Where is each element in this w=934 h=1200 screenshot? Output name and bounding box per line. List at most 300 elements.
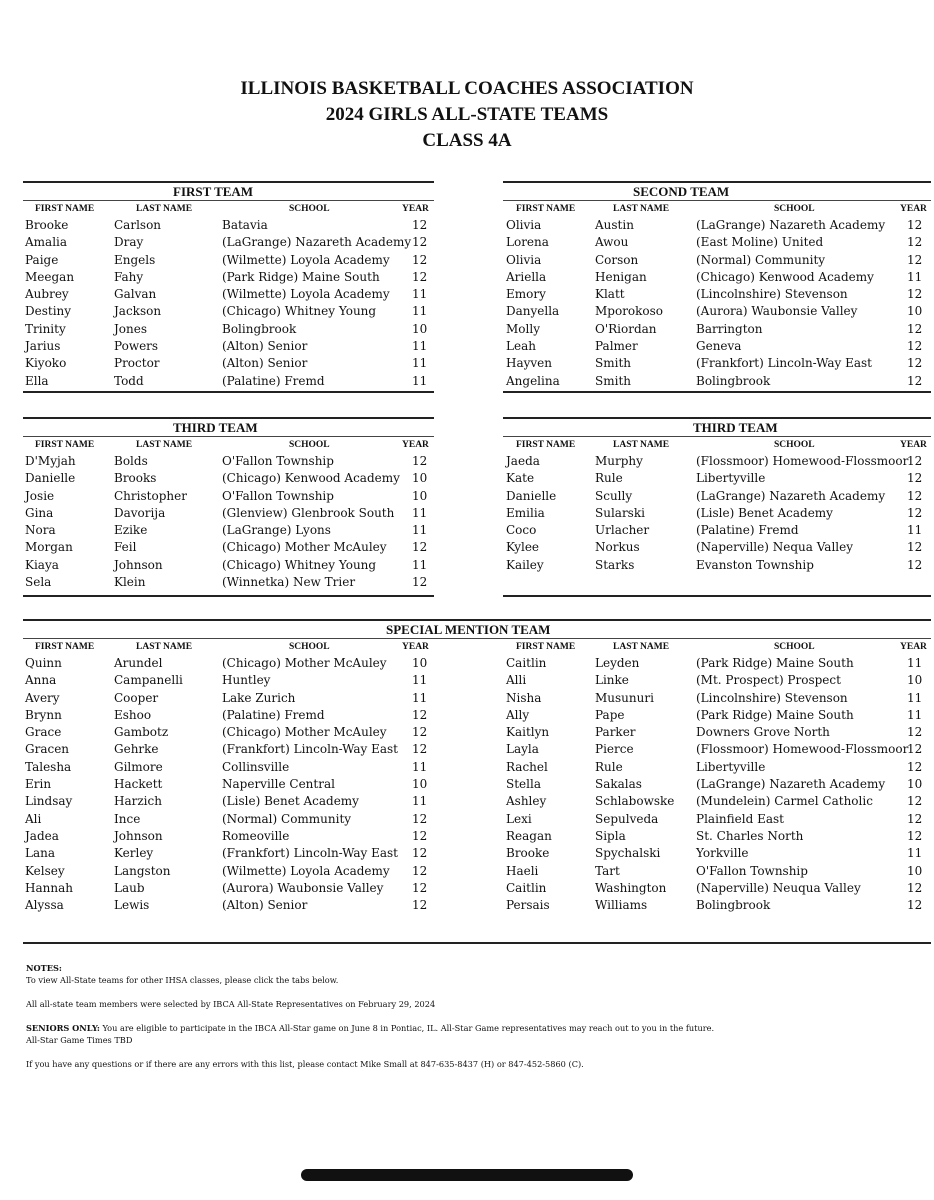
- last-name-cell: Jones: [114, 321, 148, 336]
- last-name-cell: Parker: [595, 725, 636, 740]
- school-cell: (Chicago) Whitney Young: [222, 304, 377, 319]
- table-row: [503, 321, 931, 338]
- first-name-cell: Coco: [506, 523, 537, 538]
- last-name-cell: Arundel: [114, 656, 163, 670]
- seniors-label: SENIORS ONLY:: [26, 1023, 100, 1033]
- table-row: [23, 574, 434, 591]
- school-cell: (Frankfort) Lincoln-Way East: [222, 846, 398, 861]
- school-cell: (Chicago) Whitney Young: [222, 557, 377, 572]
- table-row: [503, 880, 931, 897]
- first-name-cell: Kiaya: [25, 557, 59, 572]
- last-name-cell: Fahy: [114, 269, 144, 284]
- school-cell: (Aurora) Waubonsie Valley: [222, 880, 384, 895]
- year-cell: 11: [907, 707, 923, 722]
- year-header: YEAR: [900, 642, 927, 652]
- year-cell: 11: [412, 287, 428, 302]
- school-cell: (Park Ridge) Maine South: [696, 707, 854, 722]
- school-cell: (Palatine) Fremd: [222, 707, 325, 722]
- first-name-cell: Layla: [506, 742, 539, 757]
- school-cell: (Aurora) Waubonsie Valley: [696, 304, 858, 319]
- year-cell: 12: [907, 811, 923, 826]
- school-cell: (East Moline) United: [696, 235, 824, 250]
- year-cell: 11: [412, 557, 428, 572]
- last-name-cell: Sepulveda: [595, 811, 659, 826]
- first-name-cell: Ally: [506, 707, 530, 722]
- table-row: [503, 217, 931, 234]
- table-rows: [23, 453, 434, 591]
- table-row: [23, 522, 434, 539]
- school-cell: Evanston Township: [696, 557, 814, 572]
- table-row: [23, 453, 434, 470]
- year-cell: 12: [412, 828, 428, 843]
- first-name-cell: Kylee: [506, 540, 540, 555]
- school-cell: O'Fallon Township: [222, 488, 334, 503]
- year-cell: 11: [907, 846, 923, 861]
- first-name-cell: Meegan: [25, 269, 75, 284]
- table-rule: [503, 436, 931, 437]
- year-cell: 12: [907, 373, 923, 388]
- first-name-cell: Ali: [25, 811, 42, 826]
- first-name-cell: Kaitlyn: [506, 725, 550, 740]
- school-cell: (Wilmette) Loyola Academy: [222, 863, 390, 878]
- year-cell: 12: [412, 880, 428, 895]
- table-row: [23, 707, 434, 724]
- last-name-cell: Davorija: [114, 505, 166, 520]
- school-cell: (Flossmoor) Homewood-Flossmoor: [696, 742, 909, 757]
- first-name-cell: Lindsay: [25, 794, 73, 809]
- year-cell: 11: [412, 373, 428, 388]
- second-team-table: [503, 181, 931, 393]
- year-cell: 12: [412, 742, 428, 757]
- last-name-cell: Murphy: [595, 454, 643, 468]
- first-name-cell: Lorena: [506, 235, 549, 250]
- last-name-cell: Lewis: [114, 898, 150, 913]
- last-name-cell: Hackett: [114, 777, 163, 792]
- year-cell: 12: [412, 846, 428, 861]
- first-name-cell: Olivia: [506, 218, 542, 232]
- school-header: SCHOOL: [774, 204, 815, 214]
- last-name-cell: Dray: [114, 235, 144, 250]
- year-cell: 12: [907, 557, 923, 572]
- first-team-table: [23, 181, 434, 393]
- school-cell: (Palatine) Fremd: [696, 523, 799, 538]
- last-name-header: LAST NAME: [613, 440, 670, 450]
- first-name-cell: Nora: [25, 523, 56, 538]
- special-mention-table: [23, 619, 931, 944]
- first-name-cell: Amalia: [25, 235, 68, 250]
- year-cell: 12: [907, 252, 923, 267]
- table-row: [23, 845, 434, 862]
- table-row: [503, 557, 931, 574]
- table-row: [503, 897, 931, 914]
- year-cell: 12: [907, 471, 923, 486]
- table-row: [23, 488, 434, 505]
- last-name-cell: Rule: [595, 471, 623, 486]
- year-header: YEAR: [900, 440, 927, 450]
- last-name-cell: O'Riordan: [595, 321, 657, 336]
- school-cell: (Alton) Senior: [222, 356, 308, 371]
- first-name-cell: Lana: [25, 846, 56, 861]
- school-cell: Collinsville: [222, 759, 290, 774]
- last-name-cell: Bolds: [114, 454, 148, 468]
- school-cell: Naperville Central: [222, 777, 335, 792]
- table-row: [23, 505, 434, 522]
- last-name-cell: Austin: [595, 218, 634, 232]
- table-row: [503, 505, 931, 522]
- first-name-header: FIRST NAME: [35, 440, 95, 450]
- first-name-cell: Caitlin: [506, 656, 547, 670]
- school-cell: (LaGrange) Lyons: [222, 523, 331, 538]
- school-cell: (LaGrange) Nazareth Academy: [696, 218, 886, 232]
- notes-line-contact: If you have any questions or if there are any errors with this list, please contact Mike Small at 847-635-8437 (H) or 847-452-5860 (C).: [26, 1059, 584, 1069]
- home-indicator-bar[interactable]: [301, 1169, 633, 1181]
- first-name-cell: Haeli: [506, 863, 539, 878]
- year-cell: 12: [412, 218, 428, 232]
- table-row: [503, 793, 931, 810]
- last-name-cell: Harzich: [114, 794, 162, 809]
- first-name-cell: Persais: [506, 898, 550, 913]
- table-row: [503, 845, 931, 862]
- first-name-cell: Erin: [25, 777, 52, 792]
- year-cell: 10: [907, 673, 923, 688]
- first-name-cell: Emory: [506, 287, 546, 302]
- school-cell: (Normal) Community: [696, 252, 826, 267]
- last-name-cell: Cooper: [114, 690, 159, 705]
- last-name-cell: Klein: [114, 575, 146, 590]
- table-row: [23, 321, 434, 338]
- first-name-cell: Brooke: [25, 218, 69, 232]
- last-name-cell: Smith: [595, 356, 631, 371]
- year-cell: 12: [907, 321, 923, 336]
- team-heading: SECOND TEAM: [633, 184, 730, 199]
- first-name-cell: Molly: [506, 321, 540, 336]
- last-name-cell: Todd: [114, 373, 144, 388]
- school-cell: (Chicago) Kenwood Academy: [222, 471, 400, 486]
- first-name-cell: Jarius: [25, 339, 61, 354]
- year-cell: 12: [412, 269, 428, 284]
- school-cell: (Frankfort) Lincoln-Way East: [222, 742, 398, 757]
- year-cell: 12: [907, 339, 923, 354]
- table-row: [503, 672, 931, 689]
- year-cell: 11: [412, 505, 428, 520]
- last-name-header: LAST NAME: [136, 440, 193, 450]
- first-name-cell: Kelsey: [25, 863, 65, 878]
- year-cell: 12: [907, 540, 923, 555]
- table-row: [23, 355, 434, 372]
- last-name-cell: Palmer: [595, 339, 638, 354]
- third-team-left-table: [23, 417, 434, 597]
- table-row: [23, 269, 434, 286]
- table-row: [23, 655, 434, 672]
- school-cell: (Alton) Senior: [222, 339, 308, 354]
- table-rule: [23, 391, 434, 393]
- first-name-cell: Kiyoko: [25, 356, 67, 371]
- school-cell: (Mt. Prospect) Prospect: [696, 673, 841, 688]
- school-cell: (Glenview) Glenbrook South: [222, 505, 395, 520]
- last-name-cell: Smith: [595, 373, 631, 388]
- year-cell: 10: [412, 777, 428, 792]
- seniors-text: You are eligible to participate in the IBCA All-Star game on June 8 in Pontiac, IL. All-Star Game representatives may reach out to you in the future.: [99, 1023, 715, 1033]
- school-cell: Bolingbrook: [222, 321, 297, 336]
- first-name-cell: Gracen: [25, 742, 70, 757]
- year-cell: 11: [412, 356, 428, 371]
- year-cell: 12: [907, 356, 923, 371]
- school-header: SCHOOL: [774, 642, 815, 652]
- year-cell: 12: [907, 218, 923, 232]
- table-row: [23, 759, 434, 776]
- last-name-cell: Corson: [595, 252, 639, 267]
- table-rows: [23, 655, 434, 914]
- table-row: [503, 522, 931, 539]
- table-row: [23, 303, 434, 320]
- last-name-cell: Pape: [595, 707, 625, 722]
- first-name-cell: Emilia: [506, 505, 545, 520]
- last-name-cell: Langston: [114, 863, 171, 878]
- team-heading: THIRD TEAM: [173, 420, 258, 435]
- table-row: [503, 286, 931, 303]
- year-header: YEAR: [402, 204, 429, 214]
- last-name-cell: Jackson: [114, 304, 162, 319]
- table-row: [23, 338, 434, 355]
- last-name-cell: Proctor: [114, 356, 160, 371]
- school-cell: (Park Ridge) Maine South: [696, 656, 854, 670]
- first-name-cell: Olivia: [506, 252, 542, 267]
- last-name-cell: Tart: [595, 863, 620, 878]
- school-cell: (LaGrange) Nazareth Academy: [696, 777, 886, 792]
- last-name-cell: Eshoo: [114, 707, 152, 722]
- last-name-cell: Starks: [595, 557, 635, 572]
- table-row: [503, 828, 931, 845]
- table-row: [503, 269, 931, 286]
- last-name-cell: Gambotz: [114, 725, 169, 740]
- table-row: [503, 707, 931, 724]
- school-cell: O'Fallon Township: [222, 454, 334, 468]
- last-name-cell: Washington: [595, 880, 667, 895]
- year-cell: 11: [412, 690, 428, 705]
- page-title: [0, 76, 934, 154]
- school-cell: (Chicago) Mother McAuley: [222, 540, 387, 555]
- year-cell: 10: [412, 656, 428, 670]
- first-name-cell: Lexi: [506, 811, 532, 826]
- first-name-cell: Caitlin: [506, 880, 547, 895]
- first-name-cell: Sela: [25, 575, 52, 590]
- first-name-cell: Ella: [25, 373, 49, 388]
- year-cell: 12: [412, 454, 428, 468]
- last-name-cell: Sularski: [595, 505, 645, 520]
- association-title: ILLINOIS BASKETBALL COACHES ASSOCIATION: [240, 78, 694, 99]
- last-name-cell: Spychalski: [595, 846, 661, 861]
- last-name-cell: Henigan: [595, 269, 647, 284]
- school-cell: Barrington: [696, 321, 763, 336]
- first-name-cell: Danyella: [506, 304, 560, 319]
- notes-heading: NOTES:: [26, 963, 62, 973]
- last-name-cell: Campanelli: [114, 673, 183, 688]
- table-row: [23, 741, 434, 758]
- last-name-cell: Klatt: [595, 287, 625, 302]
- year-cell: 10: [907, 863, 923, 878]
- table-rule: [503, 391, 931, 393]
- special-mention-right: [503, 619, 931, 944]
- table-row: [503, 811, 931, 828]
- year-cell: 12: [907, 505, 923, 520]
- table-row: [503, 373, 931, 390]
- first-name-header: FIRST NAME: [516, 440, 576, 450]
- school-cell: Plainfield East: [696, 811, 784, 826]
- table-row: [503, 863, 931, 880]
- year-cell: 12: [907, 759, 923, 774]
- first-name-cell: Kate: [506, 471, 535, 486]
- last-name-cell: Linke: [595, 673, 629, 688]
- school-cell: (Frankfort) Lincoln-Way East: [696, 356, 872, 371]
- school-cell: (Flossmoor) Homewood-Flossmoor: [696, 454, 909, 468]
- table-row: [503, 470, 931, 487]
- table-rule: [503, 200, 931, 201]
- school-header: SCHOOL: [774, 440, 815, 450]
- team-heading: FIRST TEAM: [173, 184, 254, 199]
- last-name-header: LAST NAME: [613, 642, 670, 652]
- year-cell: 11: [412, 523, 428, 538]
- year-cell: 11: [907, 690, 923, 705]
- year-header: YEAR: [402, 440, 429, 450]
- last-name-header: LAST NAME: [136, 642, 193, 652]
- table-row: [23, 373, 434, 390]
- first-name-cell: Stella: [506, 777, 541, 792]
- year-cell: 11: [412, 673, 428, 688]
- last-name-cell: Williams: [595, 898, 648, 913]
- year-cell: 12: [412, 252, 428, 267]
- year-cell: 12: [412, 575, 428, 590]
- table-row: [503, 690, 931, 707]
- special-mention-left: [23, 619, 434, 944]
- year-cell: 12: [412, 707, 428, 722]
- table-rows: [503, 217, 931, 390]
- last-name-cell: Brooks: [114, 471, 157, 486]
- year-header: YEAR: [402, 642, 429, 652]
- last-name-cell: Carlson: [114, 218, 162, 232]
- year-cell: 11: [412, 759, 428, 774]
- table-row: [503, 741, 931, 758]
- year-cell: 10: [412, 488, 428, 503]
- school-cell: (Winnetka) New Trier: [222, 575, 356, 590]
- notes-line-tabs: To view All-State teams for other IHSA classes, please click the tabs below.: [26, 975, 339, 985]
- table-row: [23, 672, 434, 689]
- school-cell: (Palatine) Fremd: [222, 373, 325, 388]
- last-name-cell: Feil: [114, 540, 137, 555]
- table-row: [23, 690, 434, 707]
- table-row: [23, 217, 434, 234]
- first-name-cell: Nisha: [506, 690, 542, 705]
- first-name-header: FIRST NAME: [35, 642, 95, 652]
- school-cell: Yorkville: [696, 846, 749, 861]
- first-name-cell: Kailey: [506, 557, 544, 572]
- school-cell: (Lincolnshire) Stevenson: [696, 287, 848, 302]
- school-cell: (Alton) Senior: [222, 898, 308, 913]
- last-name-header: LAST NAME: [136, 204, 193, 214]
- first-name-cell: Danielle: [506, 488, 557, 503]
- last-name-cell: Gehrke: [114, 742, 159, 757]
- school-cell: (Chicago) Mother McAuley: [222, 656, 387, 670]
- school-cell: (Normal) Community: [222, 811, 352, 826]
- first-name-cell: Alli: [506, 673, 527, 688]
- first-name-cell: Brynn: [25, 707, 62, 722]
- table-row: [503, 338, 931, 355]
- table-row: [23, 880, 434, 897]
- table-row: [503, 488, 931, 505]
- year-cell: 10: [907, 777, 923, 792]
- first-name-cell: Aubrey: [25, 287, 69, 302]
- year-cell: 10: [907, 304, 923, 319]
- first-name-cell: Alyssa: [25, 898, 64, 913]
- team-heading: THIRD TEAM: [693, 420, 778, 435]
- third-team-right-table: [503, 417, 931, 597]
- last-name-cell: Rule: [595, 759, 623, 774]
- first-name-cell: Josie: [25, 488, 55, 503]
- table-rows: [503, 655, 931, 914]
- table-row: [23, 828, 434, 845]
- school-cell: (Chicago) Mother McAuley: [222, 725, 387, 740]
- last-name-cell: Laub: [114, 880, 145, 895]
- table-row: [503, 234, 931, 251]
- first-name-cell: Brooke: [506, 846, 550, 861]
- first-name-cell: Destiny: [25, 304, 72, 319]
- first-name-cell: Ariella: [506, 269, 547, 284]
- first-name-cell: Jadea: [25, 828, 59, 843]
- class-title: CLASS 4A: [422, 130, 512, 151]
- table-rows: [23, 217, 434, 390]
- teams-title: 2024 GIRLS ALL-STATE TEAMS: [325, 104, 609, 125]
- first-name-header: FIRST NAME: [35, 204, 95, 214]
- table-row: [503, 655, 931, 672]
- year-cell: 11: [907, 269, 923, 284]
- year-cell: 12: [907, 880, 923, 895]
- school-cell: (Naperville) Nequa Valley: [696, 540, 854, 555]
- last-name-cell: Christopher: [114, 488, 187, 503]
- first-name-cell: Talesha: [25, 759, 72, 774]
- year-cell: 12: [907, 488, 923, 503]
- year-cell: 12: [907, 898, 923, 913]
- year-cell: 12: [907, 794, 923, 809]
- last-name-cell: Engels: [114, 252, 156, 267]
- first-name-cell: Jaeda: [506, 454, 540, 468]
- year-cell: 11: [907, 656, 923, 670]
- first-name-cell: Ashley: [506, 794, 547, 809]
- year-cell: 12: [412, 235, 428, 250]
- last-name-cell: Kerley: [114, 846, 154, 861]
- school-cell: Geneva: [696, 339, 742, 354]
- last-name-cell: Galvan: [114, 287, 157, 302]
- table-row: [23, 793, 434, 810]
- first-name-cell: Angelina: [506, 373, 560, 388]
- notes-line-times: All-Star Game Times TBD: [26, 1035, 133, 1045]
- year-cell: 10: [412, 471, 428, 486]
- table-row: [503, 724, 931, 741]
- first-name-cell: Quinn: [25, 656, 62, 670]
- table-row: [503, 539, 931, 556]
- table-rows: [503, 453, 931, 574]
- table-row: [503, 776, 931, 793]
- table-row: [23, 811, 434, 828]
- first-name-cell: Gina: [25, 505, 54, 520]
- table-rule: [23, 595, 434, 597]
- special-mention-heading: SPECIAL MENTION TEAM: [386, 622, 551, 637]
- last-name-cell: Leyden: [595, 656, 640, 670]
- year-cell: 12: [412, 811, 428, 826]
- year-cell: 12: [907, 454, 923, 468]
- last-name-cell: Norkus: [595, 540, 640, 555]
- school-cell: O'Fallon Township: [696, 863, 808, 878]
- school-cell: (Chicago) Kenwood Academy: [696, 269, 874, 284]
- year-cell: 12: [907, 287, 923, 302]
